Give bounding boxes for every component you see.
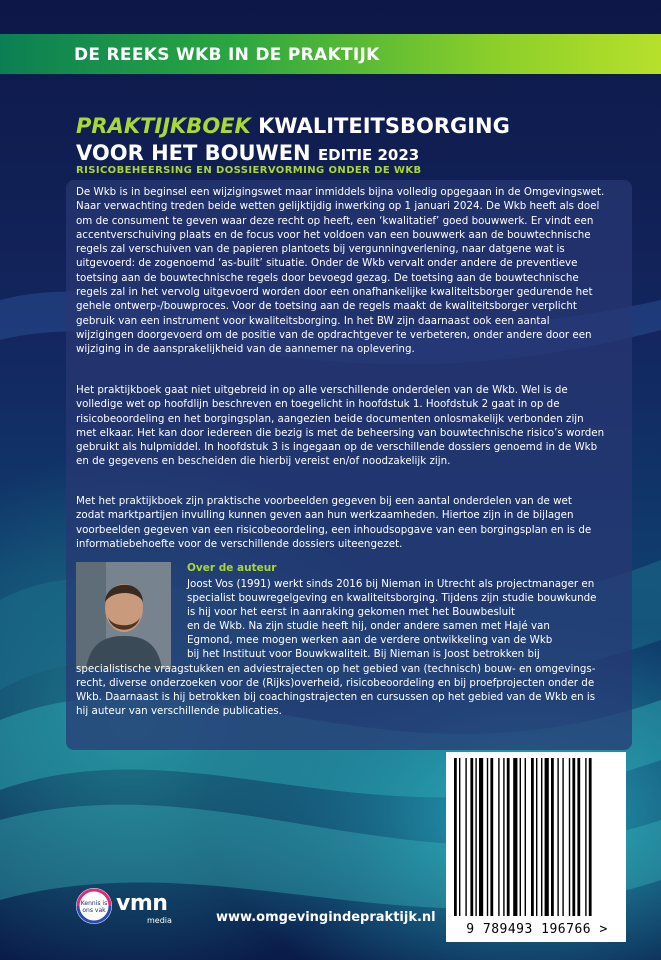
paragraph-line: gehele ontwerp-/bouwproces. Voor de toetsing aan de regels maakt de kwaliteitsborger verplicht	[76, 300, 577, 313]
body-paragraph-3	[76, 494, 626, 551]
paragraph-line: Met het praktijkboek zijn praktische voorbeelden gegeven bij een aantal onderdelen van de wet	[76, 495, 572, 507]
publisher-logo: vmn	[116, 891, 168, 916]
paragraph-line: regels zal verschuiven van de papieren plantoets bij vergunningverlening, naar datgene wat is	[76, 243, 565, 256]
publisher-sub: media	[147, 916, 172, 925]
author-heading: Over de auteur	[187, 562, 277, 574]
title-edition: EDITIE 2023	[317, 146, 420, 164]
paragraph-line: volledige wet op hoofdlijn beschreven en toegelicht in hoofdstuk 1. Hoofdstuk 2 gaat in op de	[76, 398, 560, 411]
paragraph-line: gebruikt als hulpmiddel. In hoofdstuk 3 is ingegaan op de verschillende dossiers genoemd in de Wkb	[76, 441, 598, 454]
author-line: bij het Instituut voor Bouwkwaliteit. Bij Nieman is Joost betrokken bij	[187, 648, 540, 660]
author-line: specialist bouwregelgeving en kwaliteitsborging. Tijdens zijn studie bouwkunde	[187, 592, 597, 604]
paragraph-line: zodat marktpartijen invulling kunnen geven aan hun werkzaamheden. Hiertoe zijn in de bijlagen	[76, 509, 574, 522]
body-paragraph-2	[76, 383, 626, 469]
author-line: is hij voor het eerst in aanraking gekomen met het Bouwbesluit	[187, 606, 516, 618]
paragraph-line: Naar verwachting treden beide wetten gelijktijdig inwerking op 1 januari 2024. De Wkb heeft als doel	[76, 200, 600, 213]
body-paragraph-1	[76, 185, 626, 357]
paragraph-line: om de consument te geven waar deze recht op heeft, een ‘kwalitatief’ goed bouwwerk. Er vindt een	[76, 214, 594, 227]
author-line: Wkb. Daarnaast is hij betrokken bij coachingstrajecten en cursussen op het gebied van de Wkb en is	[76, 691, 596, 703]
isbn-number: 9 789493 196766 >	[466, 922, 608, 937]
paragraph-line: wijziging in de aansprakelijkheid van de aannemer na oplevering.	[76, 343, 415, 356]
paragraph-line: informatiebehoefte voor de verschillende dossiers uiteengezet.	[76, 537, 403, 550]
book-subtitle: RISICOBEHEERSING EN DOSSIERVORMING ONDER DE WKB	[76, 165, 422, 176]
paragraph-line: gebruik van een instrument voor kwaliteitsborging. In het BW zijn daarnaast ook een aantal	[76, 314, 550, 327]
author-line: hij auteur van verschillende publicaties.	[76, 705, 282, 717]
author-line: specialistische vraagstukken en adviestrajecten op het gebied van (technisch) bouw- en omgevings-	[76, 663, 596, 675]
book-title	[76, 113, 636, 169]
paragraph-line: en de gegevens en bescheiden die hierbij vereist en/of noodzakelijk zijn.	[76, 455, 451, 468]
author-photo	[76, 562, 171, 669]
paragraph-line: risicobeoordeling en het borgingsplan, aangezien beide documenten onlosmakelijk verbonden zijn	[76, 412, 584, 425]
kennis-line-1: Kennis is	[80, 900, 108, 907]
paragraph-line: toetsing aan de bouwtechnische regels door bevoegd gezag. De toetsing aan de bouwtechnische	[76, 271, 579, 284]
author-line: Egmond, mee mogen werken aan de verdere ontwikkeling van de Wkb	[187, 634, 553, 646]
paragraph-line: regels zal in het vervolg uitgevoerd worden door een onafhankelijke kwaliteitsborger gedurende het	[76, 286, 593, 299]
title-line1: KWALITEITSBORGING	[258, 114, 510, 138]
title-line2: VOOR HET BOUWEN	[76, 141, 311, 165]
kennis-badge-icon	[74, 886, 114, 926]
author-line: recht, diverse onderzoeken voor de (Rijks)overheid, risicobeoordeling en bij proefprojecten onder de	[76, 677, 595, 689]
kennis-line-2: ons vak	[82, 907, 106, 914]
paragraph-line: met elkaar. Het kan door iedereen die bezig is met de beheersing van bouwtechnische risico’s worden	[76, 426, 605, 439]
paragraph-line: wijzigingen doorgevoerd om de positie van de opdrachtgever te verbeteren, onder andere door een	[76, 328, 592, 341]
paragraph-line: Het praktijkboek gaat niet uitgebreid in op alle verschillende onderdelen van de Wkb. Wel is de	[76, 384, 568, 396]
paragraph-line: voorbeelden gegeven van een risicobeoordeling, een inhoudsopgave van een borgingsplan en is de	[76, 523, 592, 536]
author-line: en de Wkb. Na zijn studie heeft hij, onder andere samen met Hajé van	[187, 620, 550, 632]
paragraph-line: accentverschuiving plaats en de focus voor het voldoen van een bouwwerk aan de bouwtechnische	[76, 228, 591, 241]
website-url: www.omgevingindepraktijk.nl	[216, 910, 436, 925]
author-line: Joost Vos (1991) werkt sinds 2016 bij Nieman in Utrecht als projectmanager en	[187, 578, 595, 590]
barcode-bars-icon	[446, 752, 626, 918]
paragraph-line: De Wkb is in beginsel een wijzigingswet maar inmiddels bijna volledig opgegaan in de Omgevingswet.	[76, 186, 605, 198]
barcode	[446, 752, 626, 942]
paragraph-line: uitgevoerd: de zogenoemd ‘as-built’ situatie. Onder de Wkb vervalt onder andere de preventieve	[76, 257, 578, 270]
series-title: DE REEKS WKB IN DE PRAKTIJK	[74, 45, 380, 65]
title-highlight: PRAKTIJKBOEK	[76, 114, 251, 138]
